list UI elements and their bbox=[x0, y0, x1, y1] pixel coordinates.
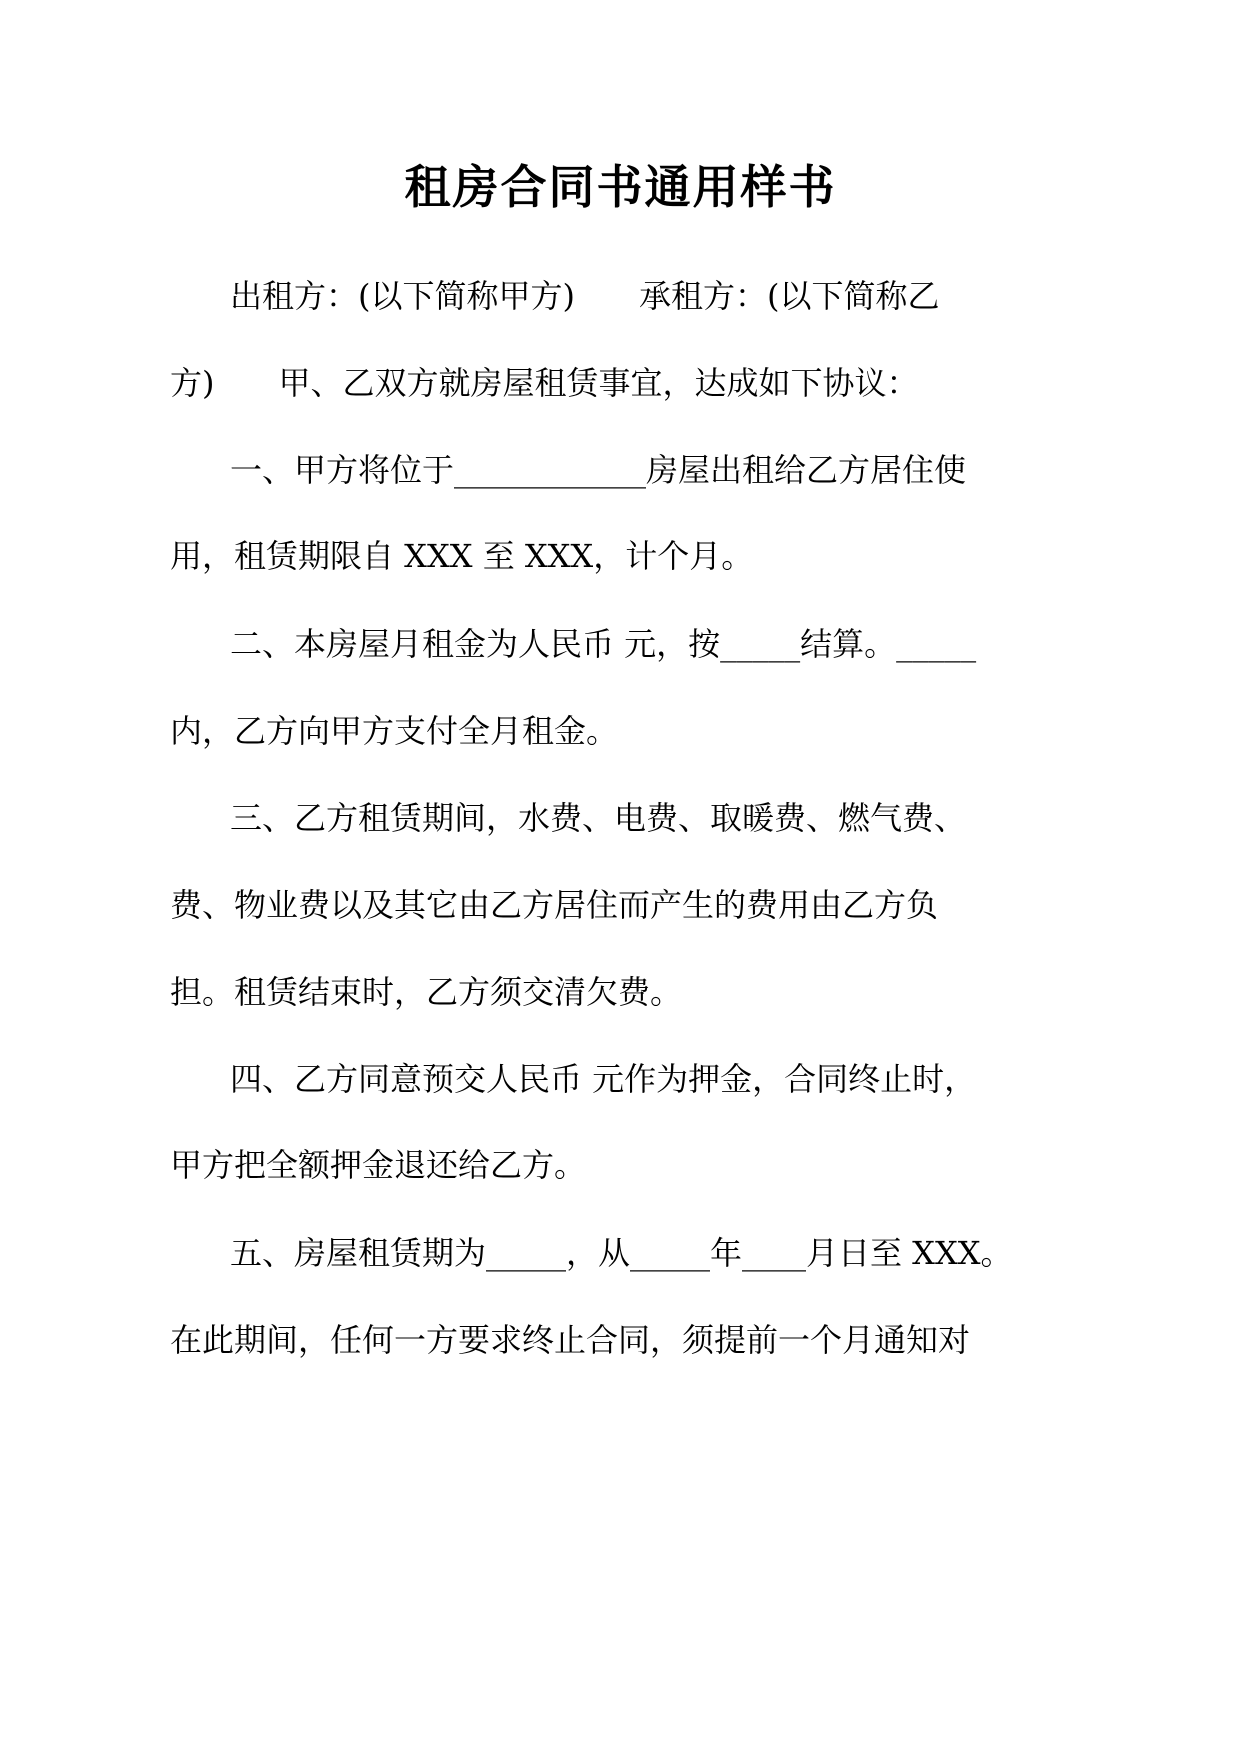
document-title: 租房合同书通用样书 bbox=[404, 160, 837, 214]
paragraph-line-6: 内，乙方向甲方支付全月租金。 bbox=[170, 712, 619, 750]
paragraph-line-13: 在此期间，任何一方要求终止合同，须提前一个月通知对 bbox=[170, 1321, 971, 1359]
paragraph-line-11: 甲方把全额押金退还给乙方。 bbox=[170, 1146, 587, 1184]
paragraph-line-2: 方) 甲、乙双方就房屋租赁事宜，达成如下协议： bbox=[170, 364, 919, 402]
paragraph-line-3: 一、甲方将位于____________房屋出租给乙方居住使 bbox=[230, 451, 967, 489]
paragraph-line-8: 费、物业费以及其它由乙方居住而产生的费用由乙方负 bbox=[170, 886, 939, 924]
paragraph-line-7: 三、乙方租赁期间，水费、电费、取暖费、燃气费、 bbox=[230, 799, 967, 837]
paragraph-line-5: 二、本房屋月租金为人民币 元，按_____结算。_____ bbox=[230, 625, 977, 663]
paragraph-line-4: 用，租赁期限自 XXX 至 XXX，计个月。 bbox=[170, 537, 754, 575]
paragraph-line-1: 出租方：(以下简称甲方) 承租方：(以下简称乙 bbox=[230, 277, 940, 315]
paragraph-line-10: 四、乙方同意预交人民币 元作为押金，合同终止时， bbox=[230, 1060, 977, 1098]
paragraph-line-12: 五、房屋租赁期为_____，从_____年____月日至 XXX。 bbox=[230, 1234, 1013, 1272]
paragraph-line-9: 担。租赁结束时，乙方须交清欠费。 bbox=[170, 973, 683, 1011]
